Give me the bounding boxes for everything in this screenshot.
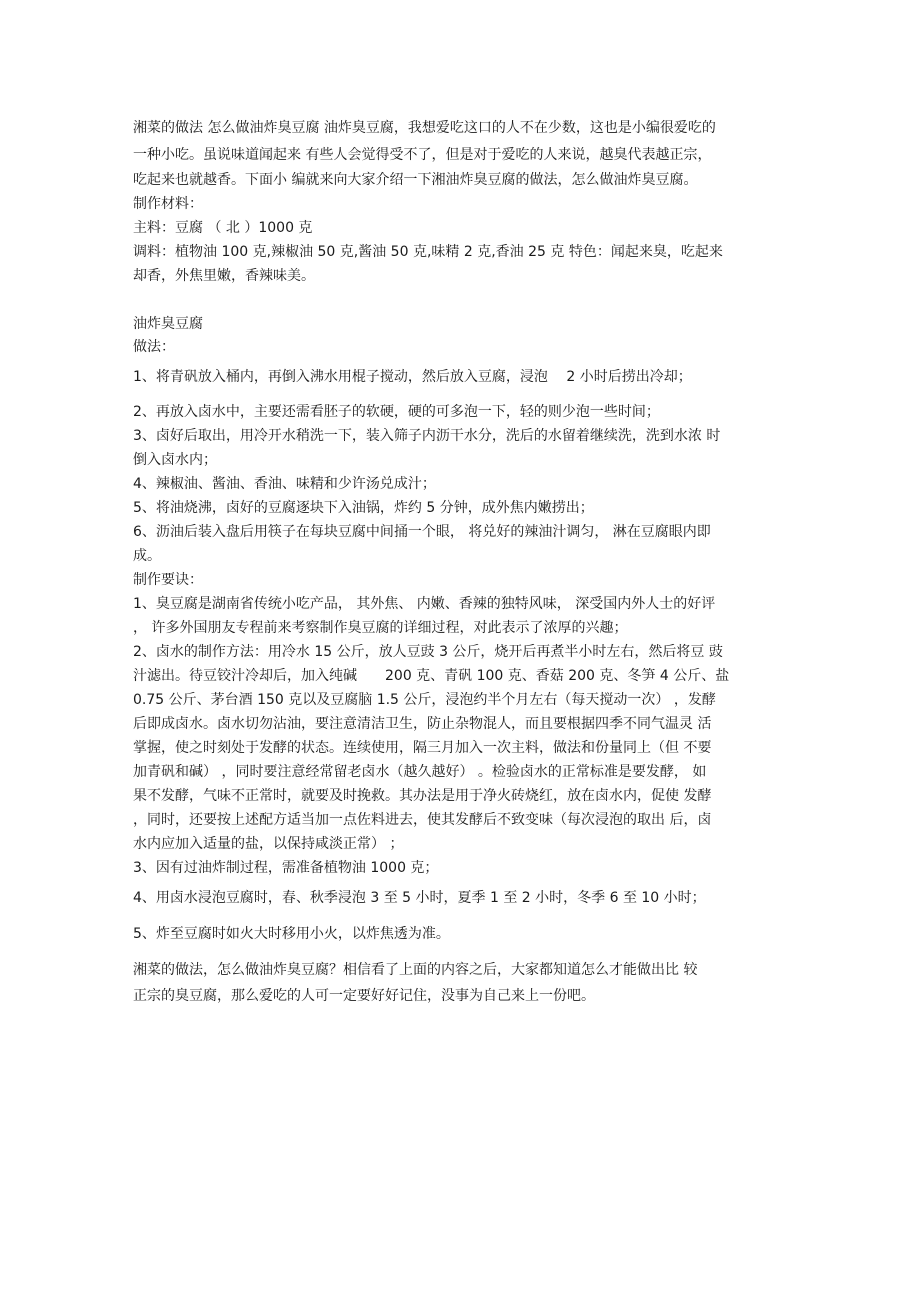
step-line: 6、沥油后装入盘后用筷子在每块豆腐中间捅一个眼， 将兑好的辣油汁调匀， 淋在豆腐眼内即 — [133, 524, 711, 540]
conclusion-line: 正宗的臭豆腐，那么爱吃的人可一定要好好记住，没事为自己来上一份吧。 — [133, 988, 595, 1004]
dish-title: 油炸臭豆腐 — [133, 316, 203, 332]
step-line: 2、再放入卤水中，主要还需看胚子的软硬，硬的可多泡一下，轻的则少泡一些时间； — [133, 404, 660, 420]
step-line: 5、将油烧沸，卤好的豆腐逐块下入油锅，炸约 5 分钟，成外焦内嫩捞出； — [133, 500, 594, 516]
tip-line: 3、因有过油炸制过程，需准备植物油 1000 克； — [133, 860, 439, 876]
tip-line: 5、炸至豆腐时如火大时移用小火，以炸焦透为准。 — [133, 926, 450, 942]
tips-heading: 制作要诀： — [133, 572, 203, 588]
tip-line: 4、用卤水浸泡豆腐时，春、秋季浸泡 3 至 5 小时，夏季 1 至 2 小时，冬季 6 至 10 小时； — [133, 890, 706, 906]
step-line: 倒入卤水内； — [133, 452, 217, 468]
tip-line: 0.75 公斤、茅台酒 150 克以及豆腐脑 1.5 公斤，浸泡约半个月左右（每天搅动一次） ，发酵 — [133, 692, 716, 708]
tip-line: 水内应加入适量的盐，以保持咸淡正常） ； — [133, 836, 404, 852]
materials-heading: 制作材料： — [133, 196, 203, 212]
tip-line: 1、臭豆腐是湖南省传统小吃产品， 其外焦、 内嫩、香辣的独特风味， 深受国内外人士的好评 — [133, 596, 716, 612]
seasoning-line: 却香，外焦里嫩，香辣味美。 — [133, 268, 315, 284]
intro-line: 一种小吃。虽说味道闻起来 有些人会觉得受不了，但是对于爱吃的人来说，越臭代表越正宗， — [133, 147, 712, 163]
step-line: 4、辣椒油、酱油、香油、味精和少许汤兑成汁； — [133, 476, 436, 492]
tip-line: 后即成卤水。卤水切勿沾油，要注意清洁卫生，防止杂物混人，而且要根据四季不同气温灵 活 — [133, 716, 712, 732]
step-line: 成。 — [133, 548, 161, 564]
tip-line: 掌握，使之时刻处于发酵的状态。连续使用，隔三月加入一次主料，做法和份量同上（但 不要 — [133, 740, 712, 756]
tip-line: 2、卤水的制作方法：用冷水 15 公斤，放人豆豉 3 公斤，烧开后再煮半小时左右，然后将豆 豉 — [133, 644, 723, 660]
tip-line: ， 许多外国朋友专程前来考察制作臭豆腐的详细过程，对此表示了浓厚的兴趣； — [133, 620, 628, 636]
tip-line: ，同时，还要按上述配方适当加一点佐料进去，使其发酵后不致变味（每次浸泡的取出 后，卤 — [133, 812, 712, 828]
method-heading: 做法： — [133, 339, 175, 355]
seasoning-line: 调料：植物油 100 克,辣椒油 50 克,酱油 50 克,味精 2 克,香油 25 克 特色：闻起来臭，吃起来 — [133, 244, 723, 260]
main-ingredient: 主料：豆腐 （ 北 ）1000 克 — [133, 220, 313, 236]
intro-line: 吃起来也就越香。下面小 编就来向大家介绍一下湘油炸臭豆腐的做法，怎么做油炸臭豆腐。 — [133, 172, 698, 188]
step-line: 1、将青矾放入桶内，再倒入沸水用棍子搅动，然后放入豆腐，浸泡 2 小时后捞出冷却； — [133, 369, 692, 385]
tip-line: 加青矾和碱） ，同时要注意经常留老卤水（越久越好） 。检验卤水的正常标准是要发酵， 如 — [133, 764, 707, 780]
step-line: 3、卤好后取出，用冷开水稍洗一下，装入筛子内沥干水分，洗后的水留着继续洗，洗到水浓 时 — [133, 428, 721, 444]
conclusion-line: 湘菜的做法，怎么做油炸臭豆腐？相信看了上面的内容之后，大家都知道怎么才能做出比 较 — [133, 962, 698, 978]
tip-line: 果不发酵，气味不正常时，就要及时挽救。其办法是用于净火砖烧红，放在卤水内，促使 发酵 — [133, 788, 712, 804]
intro-line: 湘菜的做法 怎么做油炸臭豆腐 油炸臭豆腐，我想爱吃这口的人不在少数，这也是小编很爱吃的 — [133, 120, 716, 136]
tip-line: 汁滤出。待豆铰汁冷却后，加入纯碱 200 克、青矾 100 克、香菇 200 克、冬笋 4 公斤、盐 — [133, 668, 730, 684]
